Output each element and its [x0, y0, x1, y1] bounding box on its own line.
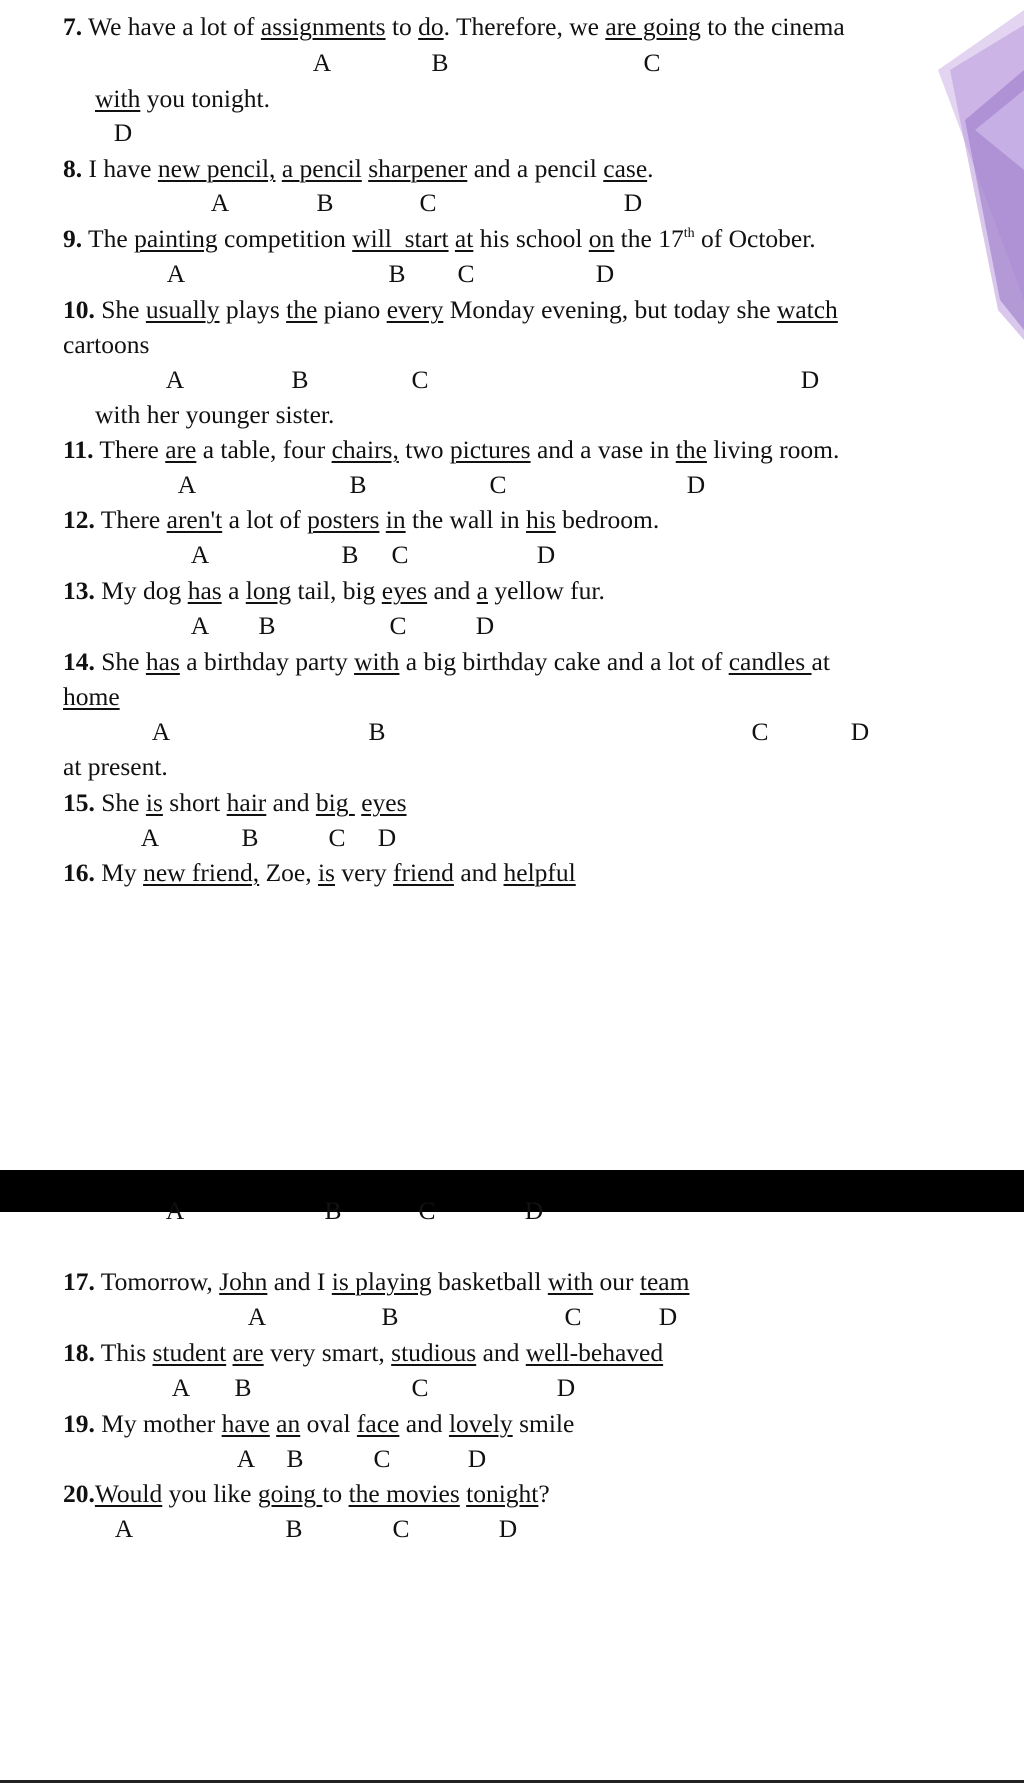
- underlined-option: the: [286, 295, 318, 324]
- question-7-cont: [95, 84, 270, 114]
- sentence-text: two: [398, 435, 450, 464]
- sentence-text: She: [94, 788, 146, 817]
- underlined-option: pictures: [449, 435, 531, 464]
- underlined-option: team: [639, 1267, 690, 1296]
- underlined-option: assignments: [260, 12, 386, 41]
- sentence-text: I have: [88, 154, 158, 183]
- q7-option-d: D: [113, 118, 133, 147]
- question-10-cont2: [95, 400, 334, 430]
- sentence-text: you like: [162, 1479, 258, 1508]
- sentence-text: to the cinema: [700, 12, 845, 41]
- q20-option-b: B: [285, 1514, 303, 1543]
- underlined-option: is: [317, 858, 335, 887]
- q15-option-c: C: [328, 823, 346, 852]
- q17-option-a: A: [247, 1302, 267, 1331]
- sentence-text: ?: [538, 1479, 550, 1508]
- sentence-text: and: [427, 576, 477, 605]
- q19-option-a: A: [236, 1444, 256, 1473]
- sentence-text: and I: [267, 1267, 332, 1296]
- sentence-text: piano: [317, 295, 387, 324]
- q10-option-d: D: [800, 365, 820, 394]
- underlined-option: an: [276, 1409, 301, 1438]
- sentence-text: There: [94, 505, 167, 534]
- question-10: [63, 295, 838, 325]
- underlined-option: face: [356, 1409, 400, 1438]
- underlined-option: posters: [307, 505, 380, 534]
- q9-option-d: D: [595, 259, 615, 288]
- q10-option-c: C: [411, 365, 429, 394]
- question-12: [63, 505, 659, 535]
- sentence-text: My dog: [94, 576, 188, 605]
- sentence-text: a lot of: [222, 505, 308, 534]
- sentence-text: you tonight.: [140, 84, 270, 113]
- q15-option-b: B: [241, 823, 259, 852]
- q14-option-b: B: [368, 717, 386, 746]
- q19-option-b: B: [286, 1444, 304, 1473]
- black-band: [0, 1170, 1024, 1212]
- q9-option-a: A: [166, 259, 186, 288]
- sentence-text: a birthday party: [179, 647, 355, 676]
- question-number: 12.: [63, 505, 95, 534]
- q14-option-a: A: [151, 717, 171, 746]
- sentence-text: and: [476, 1338, 526, 1367]
- q8-option-d: D: [623, 188, 643, 217]
- superscript: th: [683, 226, 695, 241]
- sentence-text: Monday evening, but today she: [443, 295, 777, 324]
- q18-option-b: B: [234, 1373, 252, 1402]
- question-14-cont2: [63, 752, 168, 782]
- underlined-option: home: [63, 682, 120, 711]
- q17-option-d: D: [658, 1302, 678, 1331]
- underlined-option: chairs,: [331, 435, 399, 464]
- underlined-option: a pencil: [281, 154, 362, 183]
- q15-option-d: D: [377, 823, 397, 852]
- question-number: 20.: [63, 1479, 95, 1508]
- q14-option-d: D: [850, 717, 870, 746]
- underlined-option: eyes: [361, 788, 407, 817]
- sentence-text: at: [811, 647, 830, 676]
- question-number: 19.: [63, 1409, 95, 1438]
- sentence-text: This: [94, 1338, 153, 1367]
- underlined-option: with: [547, 1267, 594, 1296]
- question-15: [63, 788, 407, 818]
- underlined-option: new pencil,: [157, 154, 276, 183]
- underlined-option: at: [454, 224, 474, 253]
- sentence-text: to: [385, 12, 419, 41]
- underlined-option: student: [152, 1338, 227, 1367]
- sentence-text: basketball: [431, 1267, 548, 1296]
- underlined-option: are going: [605, 12, 701, 41]
- q11-option-b: B: [349, 470, 367, 499]
- underlined-option: are: [165, 435, 197, 464]
- sentence-text: at present.: [63, 752, 168, 781]
- q9-option-c: C: [457, 259, 475, 288]
- question-16: [63, 858, 576, 888]
- q12-option-d: D: [536, 540, 556, 569]
- underlined-option: have: [221, 1409, 270, 1438]
- q19-option-c: C: [373, 1444, 391, 1473]
- sentence-text: our: [593, 1267, 640, 1296]
- q7-option-a: A: [312, 48, 332, 77]
- underlined-option: on: [588, 224, 615, 253]
- sentence-text: and: [399, 1409, 449, 1438]
- underlined-option: his: [526, 505, 556, 534]
- question-number: 7.: [63, 12, 83, 41]
- sentence-text: a: [221, 576, 246, 605]
- q20-option-c: C: [392, 1514, 410, 1543]
- q16-option-d: D: [524, 1196, 544, 1225]
- sentence-text: oval: [300, 1409, 357, 1438]
- underlined-option: a: [476, 576, 488, 605]
- q13-option-c: C: [389, 611, 407, 640]
- q13-option-a: A: [190, 611, 210, 640]
- sentence-text: and: [453, 858, 504, 887]
- sentence-text: and: [266, 788, 316, 817]
- question-number: 15.: [63, 788, 95, 817]
- q11-option-a: A: [177, 470, 197, 499]
- q8-option-c: C: [419, 188, 437, 217]
- underlined-option: lovely: [448, 1409, 513, 1438]
- q19-option-d: D: [467, 1444, 487, 1473]
- q16-option-b: B: [324, 1196, 342, 1225]
- sentence-text: his school: [473, 224, 589, 253]
- q12-option-b: B: [341, 540, 359, 569]
- q8-option-a: A: [210, 188, 230, 217]
- question-number: 18.: [63, 1338, 95, 1367]
- question-8: [63, 154, 654, 184]
- underlined-option: will start: [352, 224, 449, 253]
- sentence-text: The: [88, 224, 135, 253]
- underlined-option: new friend,: [143, 858, 260, 887]
- q9-option-b: B: [388, 259, 406, 288]
- q17-option-c: C: [564, 1302, 582, 1331]
- question-11: [63, 435, 839, 465]
- sentence-text: with her younger sister.: [95, 400, 335, 429]
- sentence-text: very: [334, 858, 394, 887]
- question-14-cont: [63, 682, 120, 712]
- sentence-text: living room.: [706, 435, 840, 464]
- q16-option-c: C: [418, 1196, 436, 1225]
- underlined-option: in: [385, 505, 406, 534]
- sentence-text: a table, four: [196, 435, 332, 464]
- sentence-text: and a pencil: [467, 154, 604, 183]
- underlined-option: friend: [393, 858, 454, 887]
- question-14: [63, 647, 830, 677]
- sentence-text: smile: [512, 1409, 575, 1438]
- sentence-text: Tomorrow,: [94, 1267, 220, 1296]
- sentence-text: tail, big: [291, 576, 382, 605]
- underlined-option: long: [245, 576, 292, 605]
- question-17: [63, 1267, 689, 1297]
- underlined-option: aren't: [166, 505, 223, 534]
- question-number: 10.: [63, 295, 95, 324]
- underlined-option: painting: [134, 224, 218, 253]
- sentence-text: We have a lot of: [88, 12, 261, 41]
- underlined-option: candles: [728, 647, 812, 676]
- question-number: 14.: [63, 647, 95, 676]
- sentence-text: . Therefore, we: [443, 12, 606, 41]
- q20-option-d: D: [498, 1514, 518, 1543]
- q7-option-c: C: [643, 48, 661, 77]
- underlined-option: every: [386, 295, 444, 324]
- sentence-text: the wall in: [405, 505, 527, 534]
- sentence-text: and a vase in: [530, 435, 676, 464]
- sentence-text: My: [94, 858, 144, 887]
- question-19: [63, 1409, 574, 1439]
- sentence-text: Zoe,: [259, 858, 318, 887]
- q18-option-c: C: [411, 1373, 429, 1402]
- underlined-option: big: [315, 788, 355, 817]
- sentence-text: .: [647, 154, 654, 183]
- q8-option-b: B: [316, 188, 334, 217]
- q12-option-a: A: [190, 540, 210, 569]
- q11-option-d: D: [686, 470, 706, 499]
- q20-option-a: A: [114, 1514, 134, 1543]
- underlined-option: is playing: [331, 1267, 432, 1296]
- underlined-option: case: [603, 154, 648, 183]
- underlined-option: tonight: [466, 1479, 539, 1508]
- underlined-option: has: [187, 576, 222, 605]
- sentence-text: plays: [219, 295, 287, 324]
- sentence-text: of October.: [694, 224, 816, 253]
- q18-option-d: D: [556, 1373, 576, 1402]
- question-7: [63, 12, 845, 42]
- underlined-option: the: [675, 435, 707, 464]
- underlined-option: is: [145, 788, 163, 817]
- purple-corner-decoration: [880, 0, 1024, 340]
- q16-option-a: A: [165, 1196, 185, 1225]
- question-number: 11.: [63, 435, 94, 464]
- sentence-text: competition: [217, 224, 353, 253]
- question-10-cont: [63, 330, 149, 360]
- underlined-option: with: [95, 84, 141, 113]
- q11-option-c: C: [489, 470, 507, 499]
- question-number: 13.: [63, 576, 95, 605]
- underlined-option: helpful: [503, 858, 576, 887]
- q10-option-a: A: [165, 365, 185, 394]
- underlined-option: sharpener: [368, 154, 468, 183]
- underlined-option: John: [219, 1267, 268, 1296]
- underlined-option: hair: [226, 788, 267, 817]
- underlined-option: has: [145, 647, 180, 676]
- underlined-option: going: [257, 1479, 323, 1508]
- q15-option-a: A: [140, 823, 160, 852]
- q7-option-b: B: [431, 48, 449, 77]
- sentence-text: yellow fur.: [488, 576, 605, 605]
- sentence-text: There: [93, 435, 166, 464]
- question-13: [63, 576, 605, 606]
- q13-option-d: D: [475, 611, 495, 640]
- sentence-text: short: [162, 788, 227, 817]
- question-9: [63, 224, 816, 254]
- underlined-option: well-behaved: [525, 1338, 664, 1367]
- question-number: 9.: [63, 224, 83, 253]
- question-18: [63, 1338, 663, 1368]
- q12-option-c: C: [391, 540, 409, 569]
- underlined-option: studious: [391, 1338, 477, 1367]
- underlined-option: do: [418, 12, 444, 41]
- underlined-option: watch: [776, 295, 838, 324]
- underlined-option: usually: [145, 295, 220, 324]
- sentence-text: She: [94, 647, 146, 676]
- sentence-text: cartoons: [63, 330, 150, 359]
- sentence-text: a big birthday cake and a lot of: [399, 647, 729, 676]
- underlined-option: Would: [94, 1479, 163, 1508]
- question-number: 8.: [63, 154, 83, 183]
- underlined-option: the movies: [348, 1479, 460, 1508]
- sentence-text: She: [94, 295, 146, 324]
- sentence-text: the 17: [614, 224, 684, 253]
- q13-option-b: B: [258, 611, 276, 640]
- q17-option-b: B: [381, 1302, 399, 1331]
- question-number: 16.: [63, 858, 95, 887]
- q18-option-a: A: [171, 1373, 191, 1402]
- question-20: [63, 1479, 550, 1509]
- sentence-text: to: [322, 1479, 349, 1508]
- sentence-text: bedroom.: [555, 505, 660, 534]
- underlined-option: are: [232, 1338, 264, 1367]
- sentence-text: My mother: [94, 1409, 222, 1438]
- question-number: 17.: [63, 1267, 95, 1296]
- underlined-option: with: [354, 647, 400, 676]
- underlined-option: eyes: [381, 576, 428, 605]
- sentence-text: very smart,: [263, 1338, 392, 1367]
- q14-option-c: C: [751, 717, 769, 746]
- q10-option-b: B: [291, 365, 309, 394]
